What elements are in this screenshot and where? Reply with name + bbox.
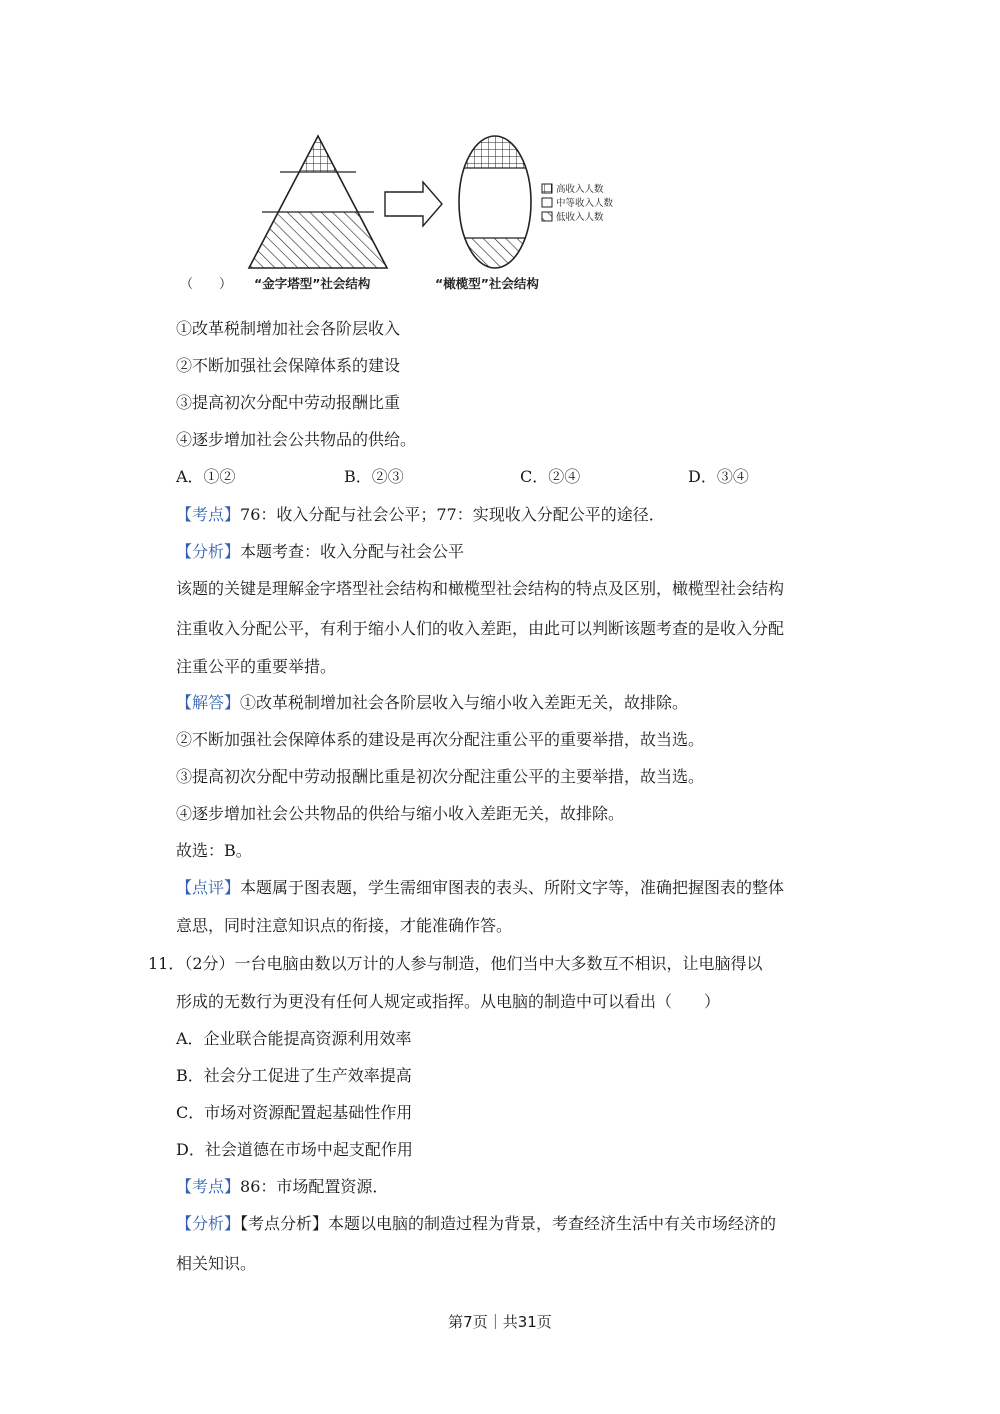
kaodian-text: 76：收入分配与社会公平；77：实现收入分配公平的途径． bbox=[240, 505, 665, 524]
q10-item-3: ③提高初次分配中劳动报酬比重 bbox=[176, 393, 401, 412]
dianping-text: 本题属于图表题，学生需细审图表的表头、所附文字等，准确把握图表的整体 bbox=[240, 878, 785, 897]
arrow-right-icon bbox=[385, 182, 442, 226]
q11-option-d[interactable]: D．社会道德在市场中起支配作用 bbox=[176, 1140, 413, 1159]
q10-jieda-line-3: ④逐步增加社会公共物品的供给与缩小收入差距无关，故排除。 bbox=[176, 804, 625, 823]
q10-fenxi-line-3: 注重公平的重要举措。 bbox=[176, 657, 337, 676]
q10-kaodian bbox=[176, 504, 665, 526]
q10-jieda-line-1: ②不断加强社会保障体系的建设是再次分配注重公平的重要举措，故当选。 bbox=[176, 730, 705, 749]
q10-dianping bbox=[176, 877, 784, 899]
q11-option-b[interactable]: B．社会分工促进了生产效率提高 bbox=[176, 1066, 412, 1085]
q10-fenxi bbox=[176, 541, 464, 563]
question-paren: （ ） bbox=[180, 277, 233, 292]
kaodian-tag: 【考点】 bbox=[176, 505, 241, 524]
q11-fenxi-tag: 【分析】 bbox=[176, 1214, 241, 1233]
q10-option-d[interactable]: D．③④ bbox=[688, 467, 749, 486]
q10-jieda bbox=[176, 692, 688, 714]
q11-kaodian bbox=[176, 1176, 388, 1198]
q10-option-b[interactable]: B．②③ bbox=[344, 467, 404, 486]
q10-item-1: ①改革税制增加社会各阶层收入 bbox=[176, 319, 401, 338]
q11-kaodian-text: 86：市场配置资源． bbox=[240, 1177, 389, 1196]
q11-stem-line-1: 11．（2分）一台电脑由数以万计的人参与制造，他们当中大多数互不相识，让电脑得以 bbox=[148, 954, 763, 973]
social-structure-figure bbox=[180, 128, 640, 298]
olive-diagram bbox=[455, 128, 535, 278]
q11-option-a[interactable]: A．企业联合能提高资源利用效率 bbox=[176, 1029, 412, 1048]
q10-answer: 故选：B。 bbox=[176, 841, 252, 860]
q11-option-c[interactable]: C．市场对资源配置起基础性作用 bbox=[176, 1103, 413, 1122]
q11-fenxi-line-2: 相关知识。 bbox=[176, 1254, 257, 1273]
q10-dianping-line-2: 意思，同时注意知识点的衔接，才能准确作答。 bbox=[176, 916, 513, 935]
jieda-tag: 【解答】 bbox=[176, 693, 241, 712]
pyramid-caption: “金字塔型”社会结构 bbox=[254, 276, 371, 291]
dianping-tag: 【点评】 bbox=[176, 878, 241, 897]
pyramid-diagram bbox=[240, 128, 400, 272]
q11-kaodian-tag: 【考点】 bbox=[176, 1177, 241, 1196]
q10-item-4: ④逐步增加社会公共物品的供给。 bbox=[176, 430, 417, 449]
page-footer: 第7页｜共31页 bbox=[448, 1313, 552, 1331]
legend-middle-income: 中等收入人数 bbox=[556, 198, 614, 209]
olive-caption: “橄榄型”社会结构 bbox=[435, 276, 539, 291]
q11-fenxi-text: 【考点分析】本题以电脑的制造过程为背景，考查经济生活中有关市场经济的 bbox=[240, 1214, 777, 1233]
q11-stem-line-2: 形成的无数行为更没有任何人规定或指挥。从电脑的制造中可以看出（ ） bbox=[176, 992, 721, 1011]
q10-option-c[interactable]: C．②④ bbox=[520, 467, 581, 486]
fenxi-text: 本题考查：收入分配与社会公平 bbox=[240, 542, 465, 561]
q10-fenxi-line-1: 该题的关键是理解金字塔型社会结构和橄榄型社会结构的特点及区别，橄榄型社会结构 bbox=[176, 579, 785, 598]
legend-high-income: 高收入人数 bbox=[556, 184, 604, 195]
q10-fenxi-line-2: 注重收入分配公平，有利于缩小人们的收入差距，由此可以判断该题考查的是收入分配 bbox=[176, 619, 785, 638]
q10-option-a[interactable]: A．①② bbox=[176, 467, 236, 486]
jieda-text: ①改革税制增加社会各阶层收入与缩小收入差距无关，故排除。 bbox=[240, 693, 689, 712]
q11-fenxi bbox=[176, 1213, 776, 1235]
q10-item-2: ②不断加强社会保障体系的建设 bbox=[176, 356, 401, 375]
legend-low-income: 低收入人数 bbox=[556, 212, 604, 223]
q10-jieda-line-2: ③提高初次分配中劳动报酬比重是初次分配注重公平的主要举措，故当选。 bbox=[176, 767, 705, 786]
fenxi-tag: 【分析】 bbox=[176, 542, 241, 561]
legend bbox=[542, 183, 614, 223]
